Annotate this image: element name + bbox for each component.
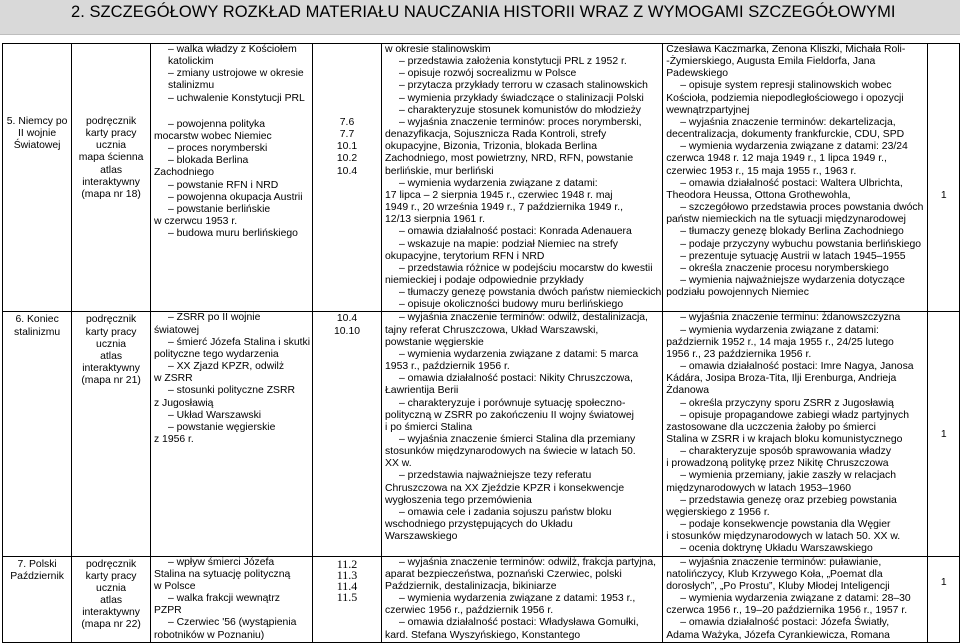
content-cell: – wpływ śmierci Józefa Stalina na sytuację polityczną w Polsce – walka frakcji wewnątrz PZPR – Czerwiec '56 (wystąpienia robotników w Poznaniu)	[150, 556, 312, 642]
table-row	[3, 556, 960, 642]
document-title-bar	[0, 0, 960, 35]
basic-requirements-cell: – wyjaśnia znaczenie terminów: odwilż, destalinizacja, tajny referat Chruszczowa, Układ Warszawski, powstanie węgierskie – wymienia wydarzenia związane z datami: 5 marca 1953 r., październik 1956 r. – omawia działalność postaci: Nikity Chruszczowa, Ławrientija Berii – charakteryzuje i porównuje sytuację społeczno- polityczną w ZSRR po zakończeniu II wojny światowej i po śmierci Stalina – wyjaśnia znaczenie śmierci Stalina dla przemiany stosunków międzynarodowych na świecie w latach 50. XX w. – przedstawia najważniejsze tezy referatu Chruszczowa na XX Zjeździe KPZR i konsekwencje wygłoszenia tego przemówienia – omawia cele i zadania sojuszu państw bloku wschodniego przystępujących do Układu Warszawskiego	[382, 312, 663, 556]
topic-cell: 5. Niemcy po II wojnie Światowej	[3, 44, 72, 312]
extended-requirements-cell: – wyjaśnia znaczenie terminów: puławianie, natolińczycy, Klub Krzywego Koła, „Poemat dla dorosłych”, „Po Prostu”, Kluby Młodej Inteligencji – wymienia wydarzenia związane z datami: 28–30 czerwca 1956 r., 19–20 października 1956 r., 1957 r. – omawia działalność postaci: Józefa Światły, Adama Ważyka, Józefa Cyrankiewicza, Romana	[663, 556, 928, 642]
table-row	[3, 312, 960, 556]
teaching-aids-cell: podręcznik karty pracy ucznia mapa ścienna atlas interaktywny (mapa nr 18)	[72, 44, 151, 312]
content-cell: – ZSRR po II wojnie światowej – śmierć Józefa Stalina i skutki polityczne tego wydarzenia – XX Zjazd KPZR, odwilż w ZSRR – stosunki polityczne ZSRR z Jugosławią – Układ Warszawski – powstanie węgierskie z 1956 r.	[150, 312, 312, 556]
extended-requirements-cell: – wyjaśnia znaczenie terminu: żdanowszczyzna – wymienia wydarzenia związane z datami: październik 1952 r., 14 maja 1955 r., 24/25 lutego 1956 r., 23 października 1956 r. – omawia działalność postaci: Imre Nagya, Janosa Kádára, Josipa Broza-Tita, Ilji Erenburga, Andrieja Żdanowa – określa przyczyny sporu ZSRR z Jugosławią – opisuje propagandowe zabiegi władz partyjnych zastosowane dla uczczenia żałoby po śmierci Stalina w ZSRR i w krajach bloku komunistycznego – charakteryzuje sposób sprawowania władzy i prowadzoną politykę przez Nikitę Chruszczowa – wymienia przemiany, jakie zaszły w relacjach międzynarodowych w latach 1953–1960 – przedstawia genezę oraz przebieg powstania węgierskiego z 1956 r. – podaje konsekwencje powstania dla Węgier i stosunków międzynarodowych w latach 50. XX w. – ocenia doktrynę Układu Warszawskiego	[663, 312, 928, 556]
curriculum-table	[2, 43, 960, 643]
teaching-aids-cell: podręcznik karty pracy ucznia atlas interaktywny (mapa nr 22)	[72, 556, 151, 642]
hours-cell: 1	[928, 312, 960, 556]
basic-requirements-cell: w okresie stalinowskim – przedstawia założenia konstytucji PRL z 1952 r. – opisuje rozwój socrealizmu w Polsce – przytacza przykłady terroru w czasach stalinowskich – wymienia przykłady świadczące o stalinizacji Polski – charakteryzuje stosunek komunistów do młodzieży – wyjaśnia znaczenie terminów: proces norymberski, denazyfikacja, Sojusznicza Rada Kontroli, strefy okupacyjne, Bizonia, Trizonia, blokada Berlina Zachodniego, most powietrzny, NRD, RFN, powstanie berlińskie, mur berliński – wymienia wydarzenia związane z datami: 17 lipca – 2 sierpnia 1945 r., czerwiec 1948 r. maj 1949 r., 20 września 1949 r., 7 października 1949 r., 12/13 sierpnia 1961 r. – omawia działalność postaci: Konrada Adenauera – wskazuje na mapie: podział Niemiec na strefy okupacyjne, terytorium RFN i NRD – przedstawia różnice w podejściu mocarstw do kwestii niemieckiej i podaje odpowiednie przykłady – tłumaczy genezę powstania dwóch państw niemieckich – opisuje okoliczności budowy muru berlińskiego	[382, 44, 663, 312]
core-curriculum-refs: 7.6 7.7 10.1 10.2 10.4	[313, 44, 382, 312]
table-row	[3, 44, 960, 312]
core-curriculum-refs: 11.2 11.3 11.4 11.5	[313, 556, 382, 642]
document-title: 2. SZCZEGÓŁOWY ROZKŁAD MATERIAŁU NAUCZANIA HISTORII WRAZ Z WYMOGAMI SZCZEGÓŁOWYMI	[71, 3, 896, 21]
extended-requirements-cell: Czesława Kaczmarka, Zenona Kliszki, Michała Roli- -Żymierskiego, Augusta Emila Fieldorfa, Jana Padewskiego – opisuje system represji stalinowskich wobec Kościoła, podziemia niepodległościowego i opozycji wewnątrzpartyjnej – wyjaśnia znaczenie terminów: dekartelizacja, decentralizacja, dokumenty frankfurckie, CDU, SPD – wymienia wydarzenia związane z datami: 23/24 czerwca 1948 r. 12 maja 1949 r., 1 lipca 1949 r., czerwiec 1953 r., 15 maja 1955 r., 1963 r. – omawia działalność postaci: Waltera Ulbrichta, Theodora Heussa, Ottona Grothewohla, – szczegółowo przedstawia proces powstania dwóch państw niemieckich na tle sytuacji międzynarodowej – tłumaczy genezę blokady Berlina Zachodniego – podaje przyczyny wybuchu powstania berlińskiego – prezentuje sytuację Austrii w latach 1945–1955 – określa znaczenie procesu norymberskiego – wymienia najważniejsze wydarzenia dotyczące podziału powojennych Niemiec	[663, 44, 928, 312]
teaching-aids-cell: podręcznik karty pracy ucznia atlas interaktywny (mapa nr 21)	[72, 312, 151, 556]
content-cell: – walka władzy z Kościołem katolickim – zmiany ustrojowe w okresie stalinizmu – uchwalenie Konstytucji PRL – powojenna polityka mocarstw wobec Niemiec – proces norymberski – blokada Berlina Zachodniego – powstanie RFN i NRD – powojenna okupacja Austrii – powstanie berlińskie w czerwcu 1953 r. – budowa muru berlińskiego	[150, 44, 312, 312]
topic-cell: 6. Koniec stalinizmu	[3, 312, 72, 556]
hours-cell: 1	[928, 556, 960, 642]
topic-cell: 7. Polski Październik	[3, 556, 72, 642]
hours-cell: 1	[928, 44, 960, 312]
core-curriculum-refs: 10.4 10.10	[313, 312, 382, 556]
basic-requirements-cell: – wyjaśnia znaczenie terminów: odwilż, frakcja partyjna, aparat bezpieczeństwa, poznański Czerwiec, polski Październik, destalinizacja, bikiniarze – wymienia wydarzenia związane z datami: 1953 r., czerwiec 1956 r., październik 1956 r. – omawia działalność postaci: Władysława Gomułki, kard. Stefana Wyszyńskiego, Konstantego	[382, 556, 663, 642]
